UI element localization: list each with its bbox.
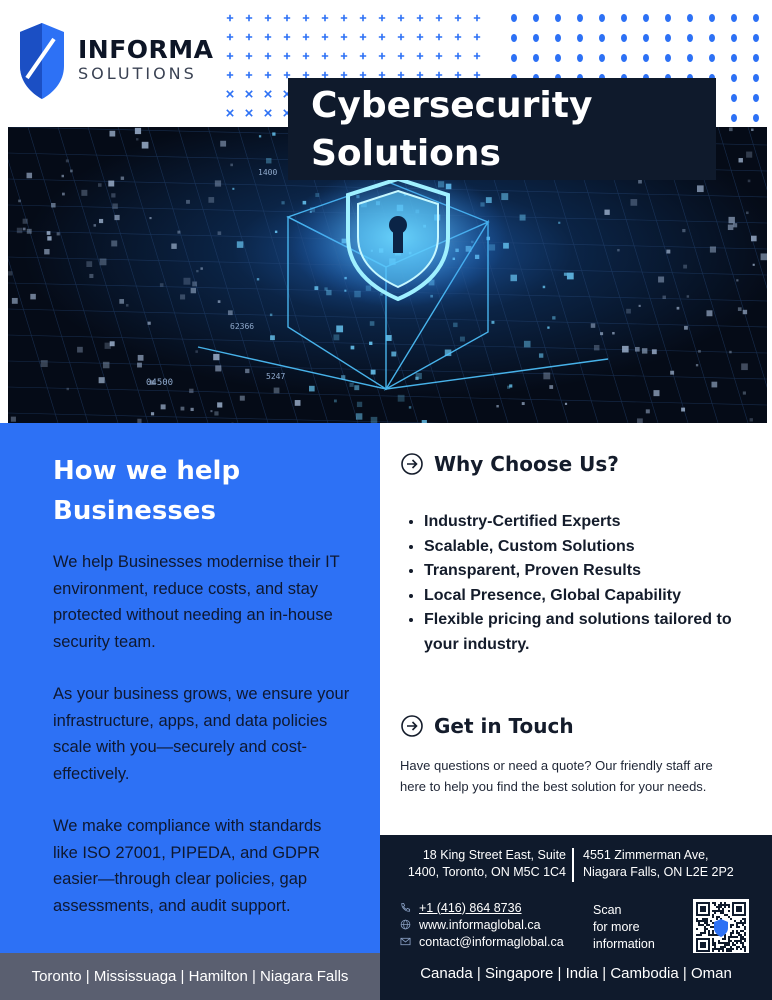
list-item: • Flexible pricing and solutions tailored to your industry. [424, 608, 750, 657]
phone-number[interactable]: +1 (416) 864 8736 [419, 900, 522, 915]
paragraph-modernise: We help Businesses modernise their IT environment, reduce costs, and stay protected without needing an in-house security team. [53, 553, 340, 651]
list-item: • Industry-Certified Experts [424, 510, 750, 535]
how-we-help-panel [0, 423, 380, 953]
website-url[interactable]: www.informaglobal.ca [419, 917, 541, 932]
email-icon [400, 936, 411, 947]
address-divider [572, 848, 574, 882]
list-item: • Local Presence, Global Capability [424, 584, 750, 609]
arrow-circle-icon [400, 452, 424, 476]
scan-line: information [593, 937, 655, 951]
logo-shield-icon [18, 22, 66, 100]
why-choose-us-heading: Why Choose Us? [434, 452, 619, 476]
website-link[interactable] [400, 916, 564, 933]
brand-logo [18, 22, 214, 100]
paragraph-compliance: We make compliance with standards like ISO 27001, PIPEDA, and GDPR easier—through clear policies, gap assessments, and audit support. [53, 817, 322, 915]
paragraph-scale: As your business grows, we ensure your infrastructure, apps, and data policies scale with you—securely and cost-effectively. [53, 685, 350, 783]
scan-text [593, 902, 655, 953]
arrow-circle-icon [400, 714, 424, 738]
scan-line: for more [593, 920, 640, 934]
list-item: • Transparent, Proven Results [424, 559, 750, 584]
contact-box [380, 835, 772, 953]
phone-icon [400, 902, 411, 913]
address-line: Niagara Falls, ON L2E 2P2 [583, 865, 734, 879]
phone-link[interactable] [400, 899, 564, 916]
title-line-2: Solutions [311, 133, 501, 174]
niagara-address [583, 847, 768, 881]
country-bar: Canada | Singapore | India | Cambodia | Oman [380, 953, 772, 1000]
globe-icon [400, 919, 411, 930]
heading-line-2: Businesses [53, 496, 216, 526]
address-line: 1400, Toronto, ON M5C 1C4 [407, 865, 566, 879]
list-item: • Scalable, Custom Solutions [424, 535, 750, 560]
title-banner [288, 78, 716, 180]
hero-label: 62366 [230, 322, 255, 331]
how-we-help-heading [53, 451, 350, 531]
toronto-address [390, 847, 566, 881]
get-in-touch-heading: Get in Touch [434, 714, 574, 738]
qr-code[interactable] [693, 899, 749, 955]
hero-label: 5247 [266, 372, 286, 381]
why-list [400, 510, 750, 658]
brand-name: INFORMA [78, 35, 214, 64]
hero-label: 04500 [146, 378, 174, 388]
address-line: 4551 Zimmerman Ave, [583, 848, 709, 862]
address-line: 18 King Street East, Suite [422, 848, 566, 862]
get-in-touch-text: Have questions or need a quote? Our friendly staff are here to help you find the best solution for your needs. [400, 758, 713, 794]
hero-label: 1400 [258, 168, 278, 177]
scan-line: Scan [593, 903, 622, 917]
heading-line-1: How we help [53, 456, 241, 486]
brand-subtitle: SOLUTIONS [78, 64, 197, 83]
city-bar: Toronto | Mississuaga | Hamilton | Niagara Falls [0, 953, 380, 1000]
email-address[interactable]: contact@informaglobal.ca [419, 934, 564, 949]
get-in-touch-section [400, 714, 740, 797]
why-choose-us-section [400, 452, 750, 658]
email-link[interactable] [400, 933, 564, 950]
title-line-1: Cybersecurity [311, 85, 593, 126]
